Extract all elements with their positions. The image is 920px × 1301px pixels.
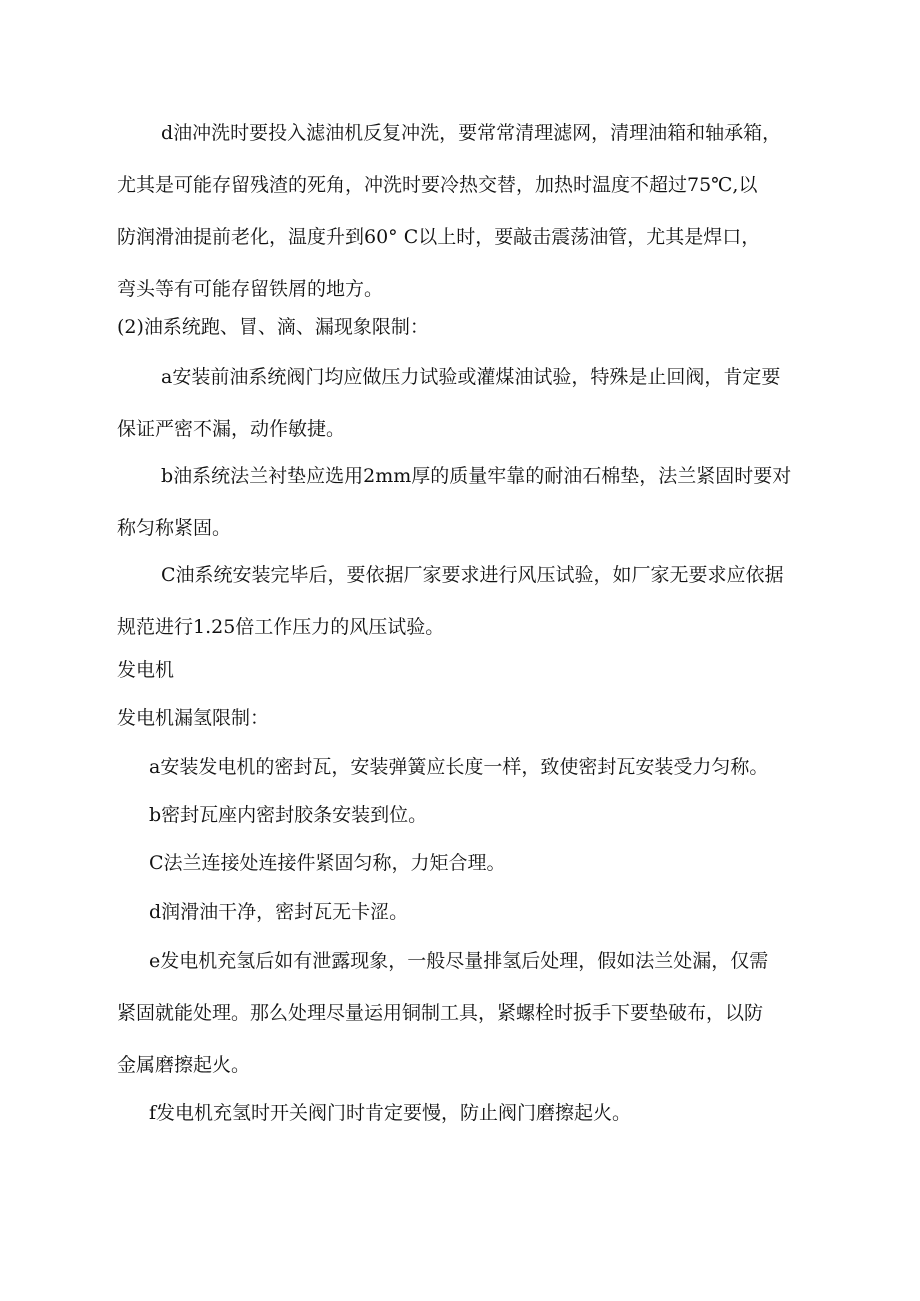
paragraph-b-seal-rubber bbox=[117, 789, 427, 841]
section-heading-hydrogen-leak bbox=[117, 692, 269, 744]
paragraph-b-flange-gasket bbox=[117, 450, 791, 554]
section-heading-oil-leak bbox=[117, 301, 429, 353]
text-line: C法兰连接处连接件紧固匀称，力矩合理。 bbox=[149, 852, 506, 874]
paragraph-d-lubricant bbox=[117, 886, 408, 938]
text-line: d油冲洗时要投入滤油机反复冲洗，要常常清理滤网，清理油箱和轴承箱， bbox=[161, 122, 782, 144]
text-line: 金属磨擦起火。 bbox=[117, 1054, 251, 1076]
paragraph-a-seal-pad bbox=[117, 741, 768, 793]
text-line: 称匀称紧固。 bbox=[117, 517, 232, 539]
text-line: a安装发电机的密封瓦，安装弹簧应长度一样，致使密封瓦安装受力匀称。 bbox=[149, 756, 769, 778]
text-line: 尤其是可能存留残渣的死角，冲洗时要冷热交替，加热时温度不超过75℃,以 bbox=[117, 174, 758, 196]
text-line: 发电机 bbox=[117, 659, 175, 681]
text-line: f发电机充氢时开关阀门时肯定要慢，防止阀门磨擦起火。 bbox=[149, 1102, 632, 1124]
text-line: a安装前油系统阀门均应做压力试验或灌煤油试验，特殊是止回阀，肯定要 bbox=[161, 366, 781, 388]
paragraph-f-valve-slow bbox=[117, 1087, 631, 1139]
text-line: 规范进行1.25倍工作压力的风压试验。 bbox=[117, 616, 445, 638]
section-heading-generator bbox=[117, 644, 174, 696]
text-line: 紧固就能处理。那么处理尽量运用铜制工具，紧螺栓时扳手下要垫破布，以防 bbox=[117, 1002, 764, 1024]
paragraph-d-oil-flush bbox=[117, 107, 781, 315]
text-line: 保证严密不漏，动作敏捷。 bbox=[117, 418, 346, 440]
paragraph-c-flange-fastening bbox=[117, 837, 506, 889]
text-line: b油系统法兰衬垫应选用2mm厚的质量牢靠的耐油石棉垫，法兰紧固时要对 bbox=[161, 465, 792, 487]
text-line: b密封瓦座内密封胶条安装到位。 bbox=[149, 804, 428, 826]
text-line: 发电机漏氢限制： bbox=[117, 707, 270, 729]
text-line: 防润滑油提前老化，温度升到60° C以上时，要敲击震荡油管，尤其是焊口， bbox=[117, 226, 761, 248]
text-line: e发电机充氢后如有泄露现象，一般尽量排氢后处理，假如法兰处漏，仅需 bbox=[149, 950, 769, 972]
text-line: (2)油系统跑、冒、滴、漏现象限制： bbox=[117, 316, 429, 338]
text-line: C油系统安装完毕后，要依据厂家要求进行风压试验，如厂家无要求应依据 bbox=[161, 564, 784, 586]
text-line: d润滑油干净，密封瓦无卡涩。 bbox=[149, 901, 409, 923]
paragraph-a-valve-test bbox=[117, 351, 780, 455]
text-line: 弯头等有可能存留铁屑的地方。 bbox=[117, 278, 384, 300]
paragraph-e-hydrogen-leak bbox=[117, 935, 768, 1091]
paragraph-c-air-pressure bbox=[117, 549, 784, 653]
